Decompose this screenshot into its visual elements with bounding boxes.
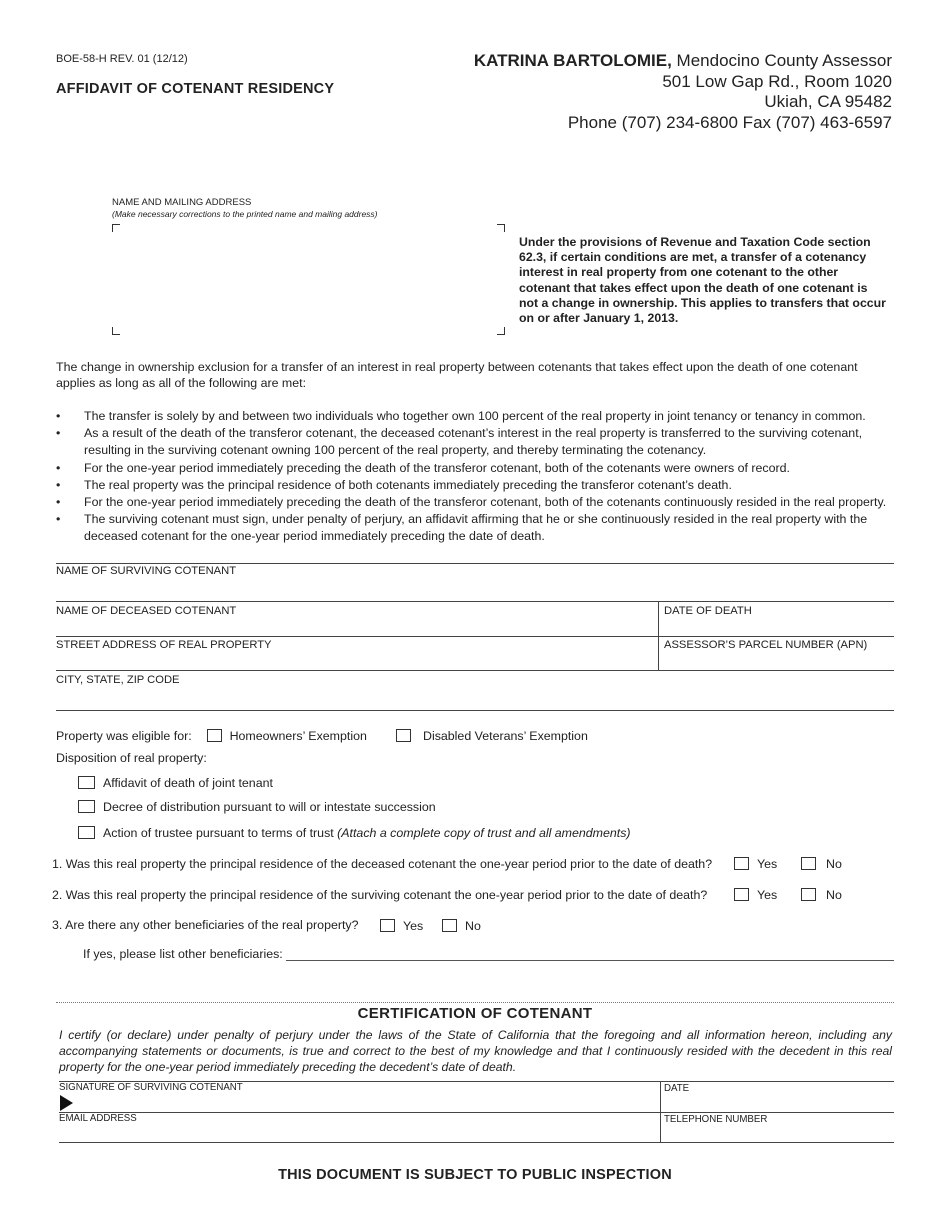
field-rule — [56, 601, 894, 602]
assessor-phone-fax: Phone (707) 234-6800 Fax (707) 463-6597 — [567, 112, 892, 132]
public-inspection-notice: THIS DOCUMENT IS SUBJECT TO PUBLIC INSPECTION — [278, 1167, 672, 1183]
email-rule — [59, 1112, 894, 1113]
affidavit-of-death-label: Affidavit of death of joint tenant — [103, 776, 273, 790]
disposition-label: Disposition of real property: — [56, 751, 207, 765]
email-address-field[interactable]: EMAIL ADDRESS — [59, 1113, 137, 1124]
trustee-action-checkbox[interactable] — [78, 826, 95, 839]
question-1-no — [801, 857, 842, 871]
street-address-field[interactable]: STREET ADDRESS OF REAL PROPERTY — [56, 639, 272, 651]
disabled-veterans-row — [396, 729, 588, 743]
trustee-action-label: Action of trustee pursuant to terms of trust — [103, 826, 338, 840]
signature-column-divider — [660, 1081, 661, 1142]
condition-item — [56, 425, 896, 459]
bullet: • — [56, 426, 61, 441]
bullet: • — [56, 477, 61, 492]
beneficiaries-input-line[interactable] — [286, 960, 894, 961]
mailing-address-label: NAME AND MAILING ADDRESS — [112, 197, 252, 208]
homeowners-exemption-label: Homeowners’ Exemption — [229, 729, 367, 743]
question-3-yes — [380, 919, 423, 933]
bottom-rule — [59, 1142, 894, 1143]
condition-item — [56, 460, 896, 477]
no-label: No — [465, 919, 481, 933]
question-3-no — [442, 919, 481, 933]
condition-item — [56, 494, 896, 511]
assessor-title: Mendocino County Assessor — [671, 51, 892, 70]
condition-text: For the one-year period immediately preceding the death of the transferor cotenant, both of the cotenants continuously resided in the real property. — [84, 495, 887, 510]
conditions-list — [56, 408, 896, 546]
condition-text: For the one-year period immediately preceding the death of the transferor cotenant, both of the cotenants were owners of record. — [84, 460, 790, 475]
intro-paragraph: The change in ownership exclusion for a transfer of an interest in real property between cotenants that takes effect upon the death of one cotenant applies as long as all of the following are met: — [56, 360, 858, 390]
yes-label: Yes — [403, 919, 424, 933]
assessor-address-line2: Ukiah, CA 95482 — [764, 92, 892, 111]
question-2-no-checkbox[interactable] — [801, 888, 816, 901]
condition-item — [56, 477, 896, 494]
deceased-cotenant-field[interactable]: NAME OF DECEASED COTENANT — [56, 605, 237, 617]
disposition-option-3 — [78, 826, 631, 840]
question-2-yes — [734, 888, 777, 902]
yes-label: Yes — [757, 888, 778, 902]
condition-text: The surviving cotenant must sign, under penalty of perjury, an affidavit affirming that he or she continuously resided in the real property with the deceased cotenant for the one-year period immediately preceding the date of death. — [84, 512, 868, 544]
decree-of-distribution-checkbox[interactable] — [78, 800, 95, 813]
bullet: • — [56, 495, 61, 510]
date-of-death-field[interactable]: DATE OF DEATH — [664, 605, 752, 617]
disposition-option-1 — [78, 776, 273, 790]
certification-text: I certify (or declare) under penalty of perjury under the laws of the State of California that the foregoing and all information hereon, including any accompanying statements or documents, is true and correct to the best of my knowledge and that I continuously resided with the decedent in this real property for the one-year period immediately preceding the decedent’s date of death. — [59, 1028, 892, 1074]
form-title: AFFIDAVIT OF COTENANT RESIDENCY — [56, 81, 335, 97]
trustee-action-note: (Attach a complete copy of trust and all amendments) — [337, 826, 631, 840]
question-2-no — [801, 888, 842, 902]
bullet: • — [56, 460, 61, 475]
yes-label: Yes — [757, 857, 778, 871]
assessor-name: KATRINA BARTOLOMIE, — [473, 51, 672, 70]
condition-text: The real property was the principal residence of both cotenants immediately preceding the transferor cotenant’s death. — [84, 477, 732, 492]
homeowners-exemption-checkbox[interactable] — [207, 729, 222, 742]
form-id: BOE-58-H REV. 01 (12/12) — [56, 53, 188, 65]
address-window-corner-bottom-right — [497, 327, 505, 335]
provision-statement: Under the provisions of Revenue and Taxation Code section 62.3, if certain conditions are met, a transfer of a cotenancy interest in real property from one cotenant to the other cotenant that takes effect upon the death of one cotenant is not a change in ownership. This applies to transfers that occur on or after January 1, 2013. — [519, 235, 886, 326]
address-window-corner-bottom-left — [112, 327, 120, 335]
decree-of-distribution-label: Decree of distribution pursuant to will or intestate succession — [103, 800, 436, 814]
question-1: 1. Was this real property the principal residence of the deceased cotenant the one-year period prior to the date of death? — [52, 857, 713, 871]
assessor-address-line1: 501 Low Gap Rd., Room 1020 — [662, 71, 892, 91]
field-rule — [56, 710, 894, 711]
disabled-veterans-exemption-checkbox[interactable] — [396, 729, 411, 742]
condition-text: As a result of the death of the transferor cotenant, the deceased cotenant’s interest in the real property is transferred to the surviving cotenant, resulting in the surviving cotenant owning 100 percent of the real property, and thereby terminating the cotenancy. — [84, 426, 863, 458]
disabled-veterans-exemption-label: Disabled Veterans’ Exemption — [423, 729, 588, 743]
question-1-yes-checkbox[interactable] — [734, 857, 749, 870]
condition-item — [56, 511, 896, 545]
disposition-option-2 — [78, 800, 436, 814]
signature-field[interactable]: SIGNATURE OF SURVIVING COTENANT — [59, 1082, 243, 1093]
assessor-line — [474, 51, 892, 72]
question-1-no-checkbox[interactable] — [801, 857, 816, 870]
section-divider — [56, 1002, 894, 1003]
question-2-yes-checkbox[interactable] — [734, 888, 749, 901]
no-label: No — [826, 857, 842, 871]
address-window-corner-top-right — [497, 224, 505, 232]
question-3-yes-checkbox[interactable] — [380, 919, 395, 932]
question-3: 3. Are there any other beneficiaries of the real property? — [52, 918, 359, 932]
eligibility-label: Property was eligible for: — [56, 729, 192, 743]
sign-here-arrow-icon — [60, 1095, 73, 1111]
certification-title: CERTIFICATION OF COTENANT — [357, 1005, 593, 1022]
telephone-number-field[interactable]: TELEPHONE NUMBER — [664, 1114, 768, 1125]
bullet: • — [56, 512, 61, 527]
surviving-cotenant-field[interactable]: NAME OF SURVIVING COTENANT — [56, 565, 237, 577]
eligibility-row — [56, 729, 367, 743]
question-3-no-checkbox[interactable] — [442, 919, 457, 932]
field-rule — [56, 670, 894, 671]
apn-field[interactable]: ASSESSOR’S PARCEL NUMBER (APN) — [664, 639, 868, 651]
field-rule — [56, 563, 894, 564]
column-divider — [658, 601, 659, 670]
city-state-zip-field[interactable]: CITY, STATE, ZIP CODE — [56, 674, 180, 686]
mailing-address-note: (Make necessary corrections to the printed name and mailing address) — [112, 209, 378, 219]
condition-item — [56, 408, 896, 425]
field-rule — [56, 636, 894, 637]
affidavit-of-death-checkbox[interactable] — [78, 776, 95, 789]
signature-date-field[interactable]: DATE — [664, 1083, 690, 1094]
question-1-yes — [734, 857, 777, 871]
question-2: 2. Was this real property the principal residence of the surviving cotenant the one-year period prior to the date of death? — [52, 888, 708, 902]
condition-text: The transfer is solely by and between two individuals who together own 100 percent of the real property in joint tenancy or tenancy in common. — [84, 409, 866, 423]
no-label: No — [826, 888, 842, 902]
bullet: • — [56, 409, 61, 423]
beneficiaries-label: If yes, please list other beneficiaries: — [83, 947, 283, 961]
address-window-corner-top-left — [112, 224, 120, 232]
assessor-block — [474, 51, 892, 133]
